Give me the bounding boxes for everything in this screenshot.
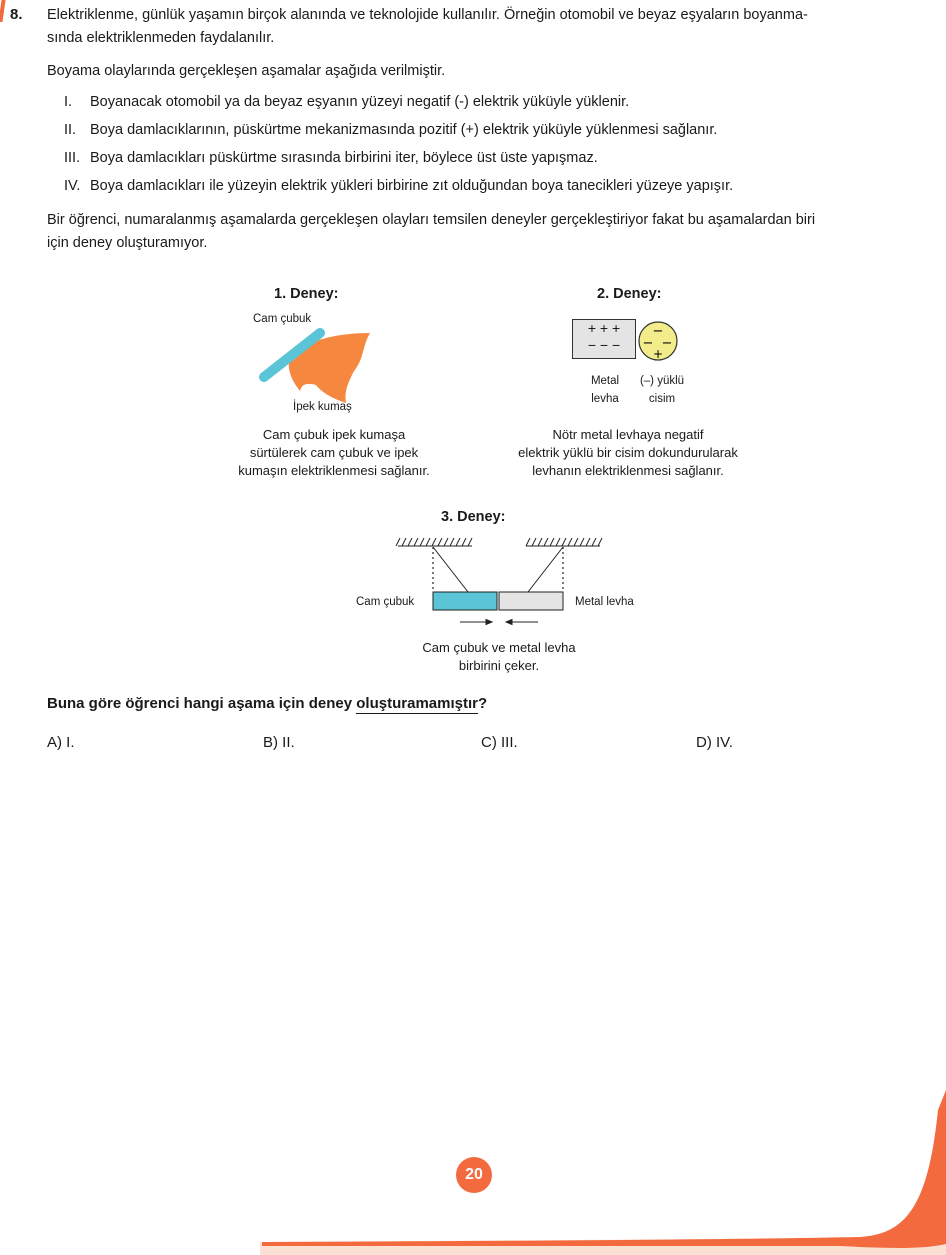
experiment-2-title: 2. Deney: <box>597 286 662 302</box>
option-letter: D) <box>696 734 712 751</box>
experiment-3-caption <box>384 639 614 675</box>
option-d[interactable] <box>696 734 733 751</box>
prompt-suffix: ? <box>477 695 488 712</box>
step-item <box>64 176 733 196</box>
option-letter: C) <box>481 734 497 751</box>
option-letter: B) <box>263 734 278 751</box>
option-c[interactable] <box>481 734 518 751</box>
option-a[interactable] <box>47 734 75 751</box>
experiment-3-title: 3. Deney: <box>441 509 506 525</box>
left-string <box>433 547 468 592</box>
prompt-underlined: oluşturamamıştır <box>356 695 478 712</box>
metal-plate-label <box>580 372 630 408</box>
caption-line: Cam çubuk ipek kumaşa <box>262 427 406 442</box>
option-text: IV. <box>716 734 733 751</box>
right-ceiling-hatch <box>526 538 602 546</box>
option-text: III. <box>501 734 518 751</box>
caption-line: sürtülerek cam çubuk ve ipek <box>249 445 419 460</box>
label-line: (–) yüklü <box>639 375 685 387</box>
caption-line: birbirini çeker. <box>458 658 540 673</box>
step-number: I. <box>64 94 73 110</box>
step-text: Boya damlacıkları ile yüzeyin elektrik yükleri birbirine zıt olduğundan boya tanecikleri yüzeye yapışır. <box>90 178 734 194</box>
step-number: IV. <box>64 178 81 194</box>
step-item <box>64 120 717 140</box>
step-number: II. <box>64 122 77 138</box>
question-prompt <box>47 695 487 712</box>
glass-rod-label: Cam çubuk <box>253 313 312 325</box>
experiment-1-illustration <box>250 325 380 405</box>
caption-line: levhanın elektriklenmesi sağlanır. <box>532 463 724 478</box>
experiment-2-caption <box>490 426 766 480</box>
question-number: 8. <box>10 6 23 23</box>
label-line: Metal <box>590 375 620 387</box>
label-line: cisim <box>648 393 676 405</box>
metal-plate-bar <box>499 592 563 610</box>
label-line: levha <box>591 393 619 405</box>
left-accent-bar <box>0 0 6 22</box>
step-number: III. <box>64 150 81 166</box>
caption-line: Cam çubuk ve metal levha <box>422 640 576 655</box>
svg-text:−: − <box>661 336 673 351</box>
option-b[interactable] <box>263 734 295 751</box>
experiment-1-title: 1. Deney: <box>274 286 339 302</box>
metal-plate-shape <box>572 319 636 359</box>
svg-text:−: − <box>652 324 664 339</box>
step-text: Boyanacak otomobil ya da beyaz eşyanın yüzeyi negatif (-) elektrik yüküyle yüklenir. <box>90 94 630 110</box>
page-number-badge: 20 <box>456 1157 492 1193</box>
charged-body-shape <box>636 319 682 365</box>
prompt-prefix: Buna göre öğrenci hangi aşama için deney <box>47 695 357 712</box>
svg-text:−: − <box>642 336 654 351</box>
option-letter: A) <box>47 734 62 751</box>
charged-body-label <box>632 372 692 408</box>
context-line-2: için deney oluşturamıyor. <box>47 235 208 251</box>
caption-line: Nötr metal levhaya negatif <box>552 427 704 442</box>
step-item <box>64 148 598 168</box>
stem-line-2: sında elektriklenmeden faydalanılır. <box>47 30 275 46</box>
experiment-1-caption <box>214 426 454 480</box>
stem-line-1: Elektriklenme, günlük yaşamın birçok alanında ve teknolojide kullanılır. Örneğin otomobil ve beyaz eşyaların boyanma- <box>47 7 808 23</box>
svg-text:+: + <box>652 347 664 361</box>
attraction-arrows <box>460 620 538 625</box>
step-item <box>64 92 629 112</box>
step-text: Boya damlacıkları püskürtme sırasında birbirini iter, böylece üst üste yapışmaz. <box>90 150 598 166</box>
intro-text: Boyama olaylarında gerçekleşen aşamalar aşağıda verilmiştir. <box>47 63 446 79</box>
plate-positive-charges: + + + <box>587 320 621 336</box>
right-string <box>528 547 563 592</box>
step-text: Boya damlacıklarının, püskürtme mekanizmasında pozitif (+) elektrik yüküyle yüklenmesi sağlanır. <box>90 122 718 138</box>
context-line-1: Bir öğrenci, numaralanmış aşamalarda gerçekleşen olayları temsilen deneyler gerçekleştiriyor fakat bu aşamalardan biri <box>47 212 816 228</box>
experiment-3-illustration <box>390 536 610 631</box>
caption-line: elektrik yüklü bir cisim dokundurularak <box>518 445 738 460</box>
left-ceiling-hatch <box>396 538 472 546</box>
glass-rod-bar <box>433 592 497 610</box>
option-text: I. <box>66 734 75 751</box>
exp3-metal-plate-label: Metal levha <box>575 596 634 608</box>
exp3-glass-rod-label: Cam çubuk <box>356 596 415 608</box>
plate-negative-charges: − − − <box>587 337 621 353</box>
option-text: II. <box>282 734 295 751</box>
caption-line: kumaşın elektriklenmesi sağlanır. <box>238 463 430 478</box>
silk-cloth-label: İpek kumaş <box>293 401 352 413</box>
